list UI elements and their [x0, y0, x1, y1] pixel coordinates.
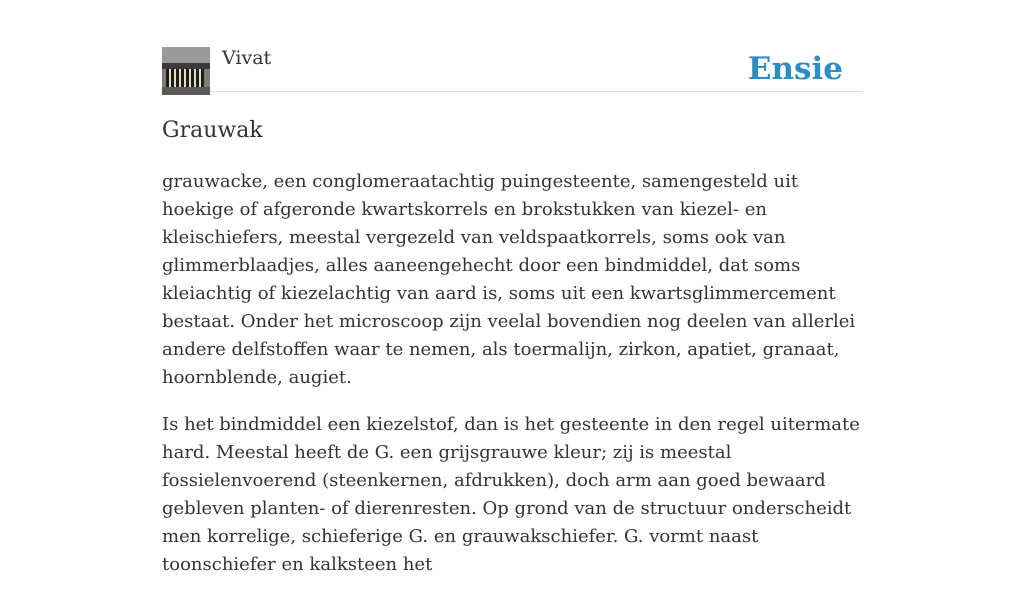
article-paragraph: grauwacke, een conglomeraatachtig puingesteente, samengesteld uit hoekige of afgeronde kwartskorrels en brokstukken van kiezel- en kleischiefers, meestal vergezeld van veldspaatkorrels, soms ook van glimmerblaadjes, alles aaneengehecht door een bindmiddel, dat soms kleiachtig of kiezelachtig van aard is, soms uit een kwartsglimmercement bestaat. Onder het microscoop zijn veelal bovendien nog deelen van allerlei andere delfstoffen waar te nemen, als toermalijn, zirkon, apatiet, granaat, hoornblende, augiet.: [162, 171, 856, 388]
article-title: Grauwak: [162, 118, 263, 143]
avatar-image: [162, 47, 210, 95]
author-name[interactable]: Vivat: [222, 47, 272, 69]
article-body: [162, 168, 862, 598]
article-paragraph: Is het bindmiddel een kiezelstof, dan is het gesteente in den regel uitermate hard. Meestal heeft de G. een grijsgrauwe kleur; zij is meestal fossielenvoerend (steenkernen, afdrukken), doch arm aan goed bewaard gebleven planten- of dierenresten. Op grond van de structuur onderscheidt men korrelige, schieferige G. en grauwakschiefer. G. vormt naast toonschiefer en kalksteen het: [162, 414, 860, 575]
avatar[interactable]: [162, 47, 210, 95]
header: [162, 46, 862, 92]
brand-logo[interactable]: Ensie: [747, 51, 843, 87]
page: [162, 46, 862, 575]
